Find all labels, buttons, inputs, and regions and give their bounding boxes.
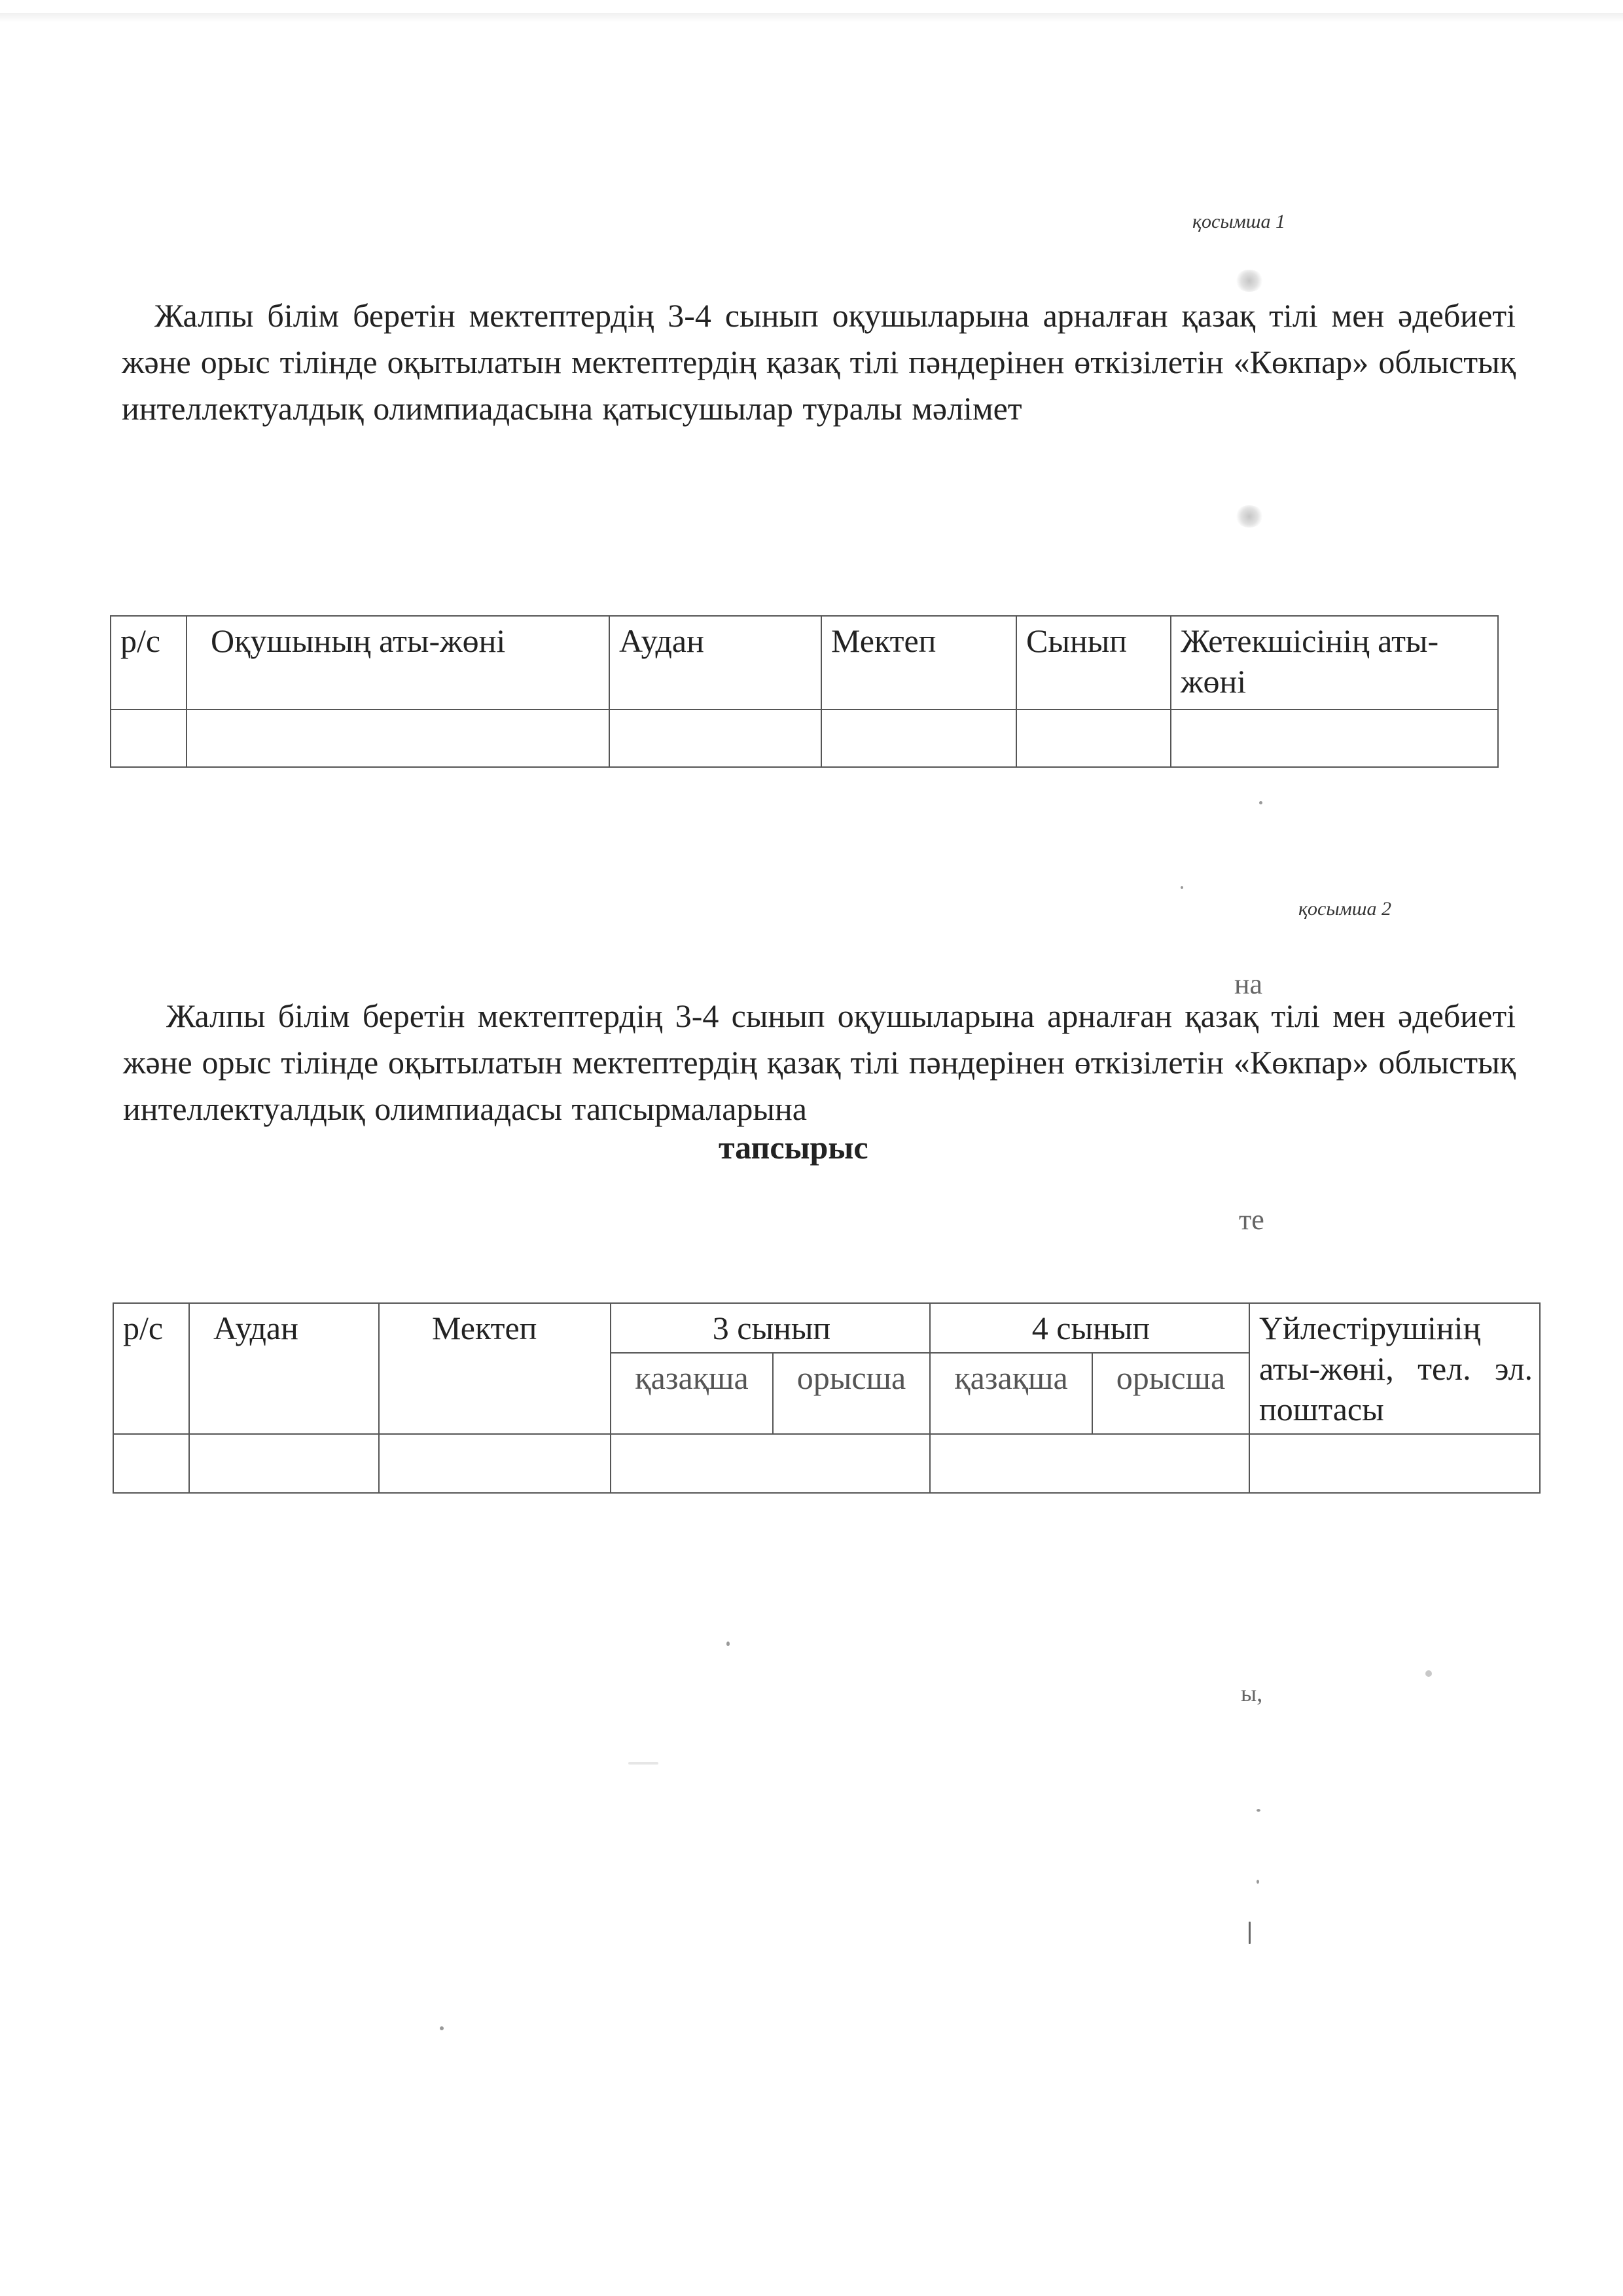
participants-header-row [111, 616, 1498, 709]
scan-artifact-text: те [1239, 1204, 1264, 1236]
header-coordinator: Үйлестірушінің аты-жөні, тел. эл. поштасы [1249, 1303, 1540, 1434]
scan-speck [1257, 1809, 1260, 1812]
header-district: Аудан [189, 1303, 379, 1434]
header-grade4-russian: орысша [1092, 1353, 1249, 1434]
scan-speck [1425, 1670, 1432, 1677]
scan-smudge [1235, 505, 1264, 528]
appendix-1-label: қосымша 1 [1192, 211, 1285, 232]
scan-smudge [1235, 270, 1264, 292]
request-table [113, 1302, 1541, 1494]
participants-table [110, 615, 1499, 768]
cell-grade[interactable] [1016, 709, 1171, 767]
cell-school[interactable] [379, 1434, 611, 1493]
header-school: Мектеп [821, 616, 1016, 709]
appendix-2-label: қосымша 2 [1298, 898, 1391, 920]
header-grade4-kazakh: қазақша [930, 1353, 1092, 1434]
header-grade3-kazakh: қазақша [611, 1353, 773, 1434]
appendix-1-text: Жалпы білім беретін мектептердің 3-4 сынып оқушыларына арналған қазақ тілі мен әдебиеті және орыс тілінде оқытылатын мектептердің қазақ тілі пәндерінен өткізілетін «Көкпар» облыстық интеллектуалдық олимпиадасына қатысушылар туралы мәлімет [122, 297, 1516, 427]
header-grade-4: 4 сынып [930, 1303, 1249, 1353]
cell-rs[interactable] [113, 1434, 189, 1493]
appendix-2-text: Жалпы білім беретін мектептердің 3-4 сынып оқушыларына арналған қазақ тілі мен әдебиеті және орыс тілінде оқытылатын мектептердің қазақ тілі пәндерінен өткізілетін «Көкпар» облыстық интеллектуалдық олимпиадасы тапсырмаларына [123, 997, 1516, 1127]
appendix-1-paragraph [122, 293, 1516, 432]
scan-edge-shadow [0, 13, 1623, 22]
scan-speck [1257, 1880, 1259, 1884]
cell-school[interactable] [821, 709, 1016, 767]
header-school: Мектеп [379, 1303, 611, 1434]
header-grade-3: 3 сынып [611, 1303, 930, 1353]
cell-grade-4[interactable] [930, 1434, 1249, 1493]
request-header-row-1 [113, 1303, 1540, 1353]
cell-rs[interactable] [111, 709, 187, 767]
header-rs: р/с [111, 616, 187, 709]
cell-student-name[interactable] [187, 709, 609, 767]
scan-speck [1249, 1922, 1251, 1944]
scan-speck [726, 1641, 730, 1646]
scan-speck [628, 1762, 658, 1765]
header-student-name: Оқушының аты-жөні [187, 616, 609, 709]
cell-supervisor-name[interactable] [1171, 709, 1498, 767]
scan-artifact-text: ы, [1241, 1680, 1263, 1706]
cell-coordinator[interactable] [1249, 1434, 1540, 1493]
scan-artifact-text: на [1234, 968, 1263, 1000]
header-grade: Сынып [1016, 616, 1171, 709]
header-grade3-russian: орысша [773, 1353, 930, 1434]
scan-speck [440, 2026, 444, 2030]
request-empty-row [113, 1434, 1540, 1493]
header-district: Аудан [609, 616, 821, 709]
cell-grade-3[interactable] [611, 1434, 930, 1493]
header-supervisor-name: Жетекшісінің аты-жөні [1171, 616, 1498, 709]
scan-speck [1181, 886, 1183, 889]
cell-district[interactable] [189, 1434, 379, 1493]
appendix-2-paragraph [123, 993, 1516, 1132]
participants-empty-row [111, 709, 1498, 767]
header-rs: р/с [113, 1303, 189, 1434]
request-title: тапсырыс [719, 1129, 868, 1166]
scan-speck [1259, 801, 1262, 804]
cell-district[interactable] [609, 709, 821, 767]
